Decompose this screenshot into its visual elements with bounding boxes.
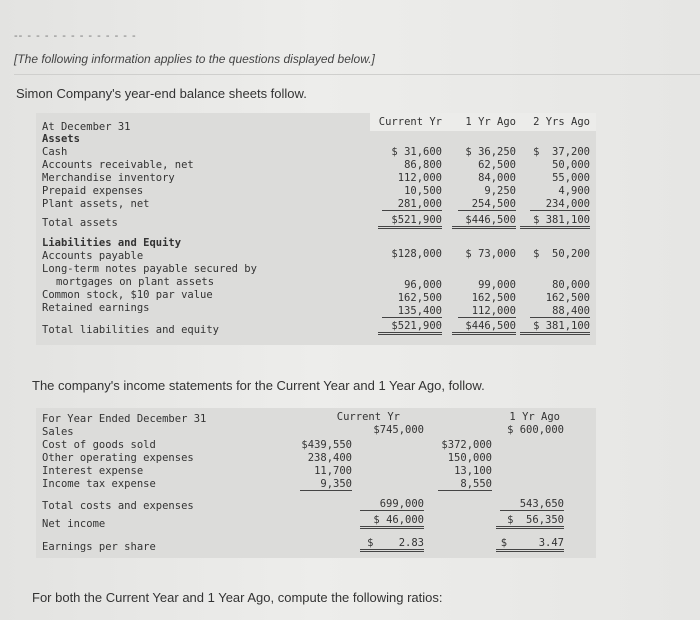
cell: $ 73,000 [465,248,516,260]
total-le-2yr: $ 381,100 [520,320,590,335]
row-label-receivables: Accounts receivable, net [42,159,194,171]
row-label-total-costs: Total costs and expenses [42,500,194,512]
cell: $ 36,250 [465,146,516,158]
cell: 9,350 [300,478,352,491]
row-label-interest: Interest expense [42,465,144,477]
sales-current: $745,000 [373,424,424,436]
col-1-yr-ago: 1 Yr Ago [465,116,516,128]
row-label-common-stock: Common stock, $10 par value [42,289,213,301]
balance-title: At December 31 [42,121,131,133]
cell: 10,500 [404,185,442,197]
cell: 13,100 [454,465,492,477]
income-title: For Year Ended December 31 [42,413,207,425]
row-label-sales: Sales [42,426,74,438]
cell: 254,500 [458,198,516,211]
row-label-ltnp-2: mortgages on plant assets [56,276,215,288]
cell: 112,000 [397,172,442,184]
cell: 162,500 [397,292,442,304]
cell: 8,550 [438,478,492,491]
total-le-1yr: $446,500 [452,320,516,335]
cell: $372,000 [441,439,492,451]
cell: 99,000 [478,279,516,291]
cell: 50,000 [552,159,590,171]
liabilities-heading: Liabilities and Equity [42,237,182,249]
income-col-1yr: 1 Yr Ago [509,411,560,423]
separator-dashes: -- - - - - - - - - - - - - - [14,30,137,42]
net-income-1yr: $ 56,350 [496,514,564,529]
net-income-current: $ 46,000 [360,514,424,529]
total-le-current: $521,900 [378,320,442,335]
ratio-prompt: For both the Current Year and 1 Year Ago, compute the following ratios: [32,590,443,605]
cell: 88,400 [530,305,590,318]
cell: 234,000 [530,198,590,211]
cell: 62,500 [478,159,516,171]
row-label-tax: Income tax expense [42,478,156,490]
cell: $128,000 [391,248,442,260]
total-costs-1yr: 543,650 [500,498,564,511]
cell: 11,700 [314,465,352,477]
total-assets-1yr: $446,500 [452,214,516,229]
row-label-accounts-payable: Accounts payable [42,250,144,262]
eps-current: $ 2.83 [360,537,424,552]
eps-1yr: $ 3.47 [496,537,564,552]
row-label-cash: Cash [42,146,68,158]
row-label-plant: Plant assets, net [42,198,150,210]
sales-1yr: $ 600,000 [507,424,564,436]
row-label-retained: Retained earnings [42,302,150,314]
row-label-net-income: Net income [42,518,106,530]
row-label-ltnp-1: Long-term notes payable secured by [42,263,257,275]
total-costs-current: 699,000 [360,498,424,511]
income-intro: The company's income statements for the Current Year and 1 Year Ago, follow. [32,378,485,393]
total-assets-label: Total assets [42,217,118,229]
col-current-yr: Current Yr [378,116,442,128]
intro-note: [The following information applies to the questions displayed below.] [14,52,375,66]
divider [14,74,700,75]
row-label-inventory: Merchandise inventory [42,172,175,184]
cell: 96,000 [404,279,442,291]
row-label-other-opex: Other operating expenses [42,452,194,464]
cell: 112,000 [458,305,516,318]
cell: 55,000 [552,172,590,184]
cell: 86,800 [404,159,442,171]
total-assets-current: $521,900 [378,214,442,229]
cell: 238,400 [307,452,352,464]
cell: 150,000 [447,452,492,464]
cell: 162,500 [471,292,516,304]
cell: 162,500 [545,292,590,304]
cell: 84,000 [478,172,516,184]
income-col-current: Current Yr [336,411,400,423]
assets-heading: Assets [42,133,80,145]
cell: 135,400 [382,305,442,318]
cell: 281,000 [382,198,442,211]
cell: 9,250 [484,185,516,197]
row-label-prepaid: Prepaid expenses [42,185,144,197]
total-le-label: Total liabilities and equity [42,324,220,336]
cell: $ 37,200 [533,146,590,158]
cell: $ 31,600 [391,146,442,158]
cell: $ 50,200 [533,248,590,260]
total-assets-2yr: $ 381,100 [520,214,590,229]
row-label-eps: Earnings per share [42,541,156,553]
balance-intro: Simon Company's year-end balance sheets follow. [16,86,307,101]
cell: $439,550 [301,439,352,451]
row-label-cogs: Cost of goods sold [42,439,156,451]
cell: 80,000 [552,279,590,291]
col-2-yrs-ago: 2 Yrs Ago [533,116,590,128]
cell: 4,900 [558,185,590,197]
